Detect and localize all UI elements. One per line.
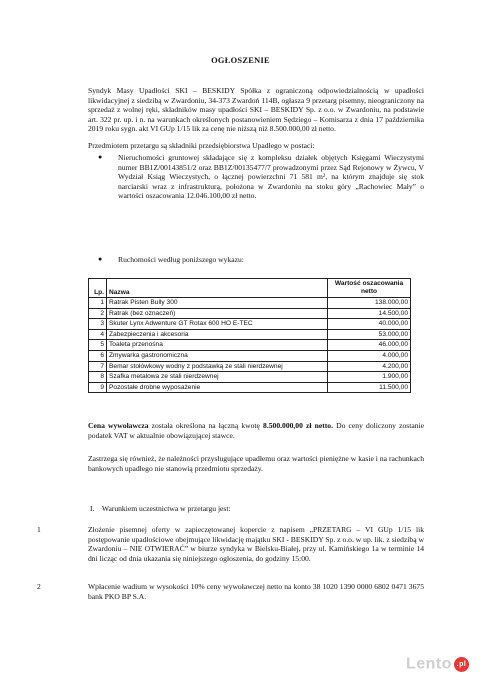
header-name: Nazwa [107, 279, 328, 298]
document-title: OGŁOSZENIE [211, 56, 270, 65]
row-name: Szafka metalowa ze stali nierdzewnej [107, 372, 328, 383]
table-row [89, 361, 411, 372]
bullet-text: Nieruchomości gruntowej składające się z kompleksu działek objętych Księgami Wieczystymi numer BB1Z/00143851/2 oraz BB1Z/00135477/7 prowadzonymi przez Sąd Rejonowy w Żywcu, V Wydział Ksiąg Wieczystych, o łącznej powierzchni 71 581 m², na którym znajduje się stok narciarski wraz z infrastrukturą, położona w Zwardoniu na stoku góry „Rachowiec Mały” o wartości oszacowania 12.046.100,00 zł netto. [118, 153, 424, 201]
table-row [89, 329, 411, 340]
header-lp: Lp. [89, 279, 107, 298]
row-lp: 8 [89, 372, 107, 383]
row-lp: 1 [89, 298, 107, 309]
row-value: 53.000,00 [328, 329, 411, 340]
condition-number: 2 [37, 582, 41, 591]
price-paragraph [88, 421, 424, 440]
price-amount: 8.500.000,00 zł netto. [263, 421, 333, 430]
bullet-movables [98, 255, 424, 265]
price-tail: Do ceny doliczony zostanie podatek VAT w aktualnie obowiązującej stawce. [88, 421, 424, 440]
row-name: Ratrak (bez oznaczeń) [107, 308, 328, 319]
condition-text: Złożenie pisemnej oferty w zapieczętowanej kopercie z napisem „PRZETARG – VI GUp 1/15 lik postępowanie upadłościowe obejmujące likwidację majątku SKI - BESKIDY Sp. z o.o. w up. lik. z siedzibą w Zwardoniu – NIE OTWIERAĆ” w biurze syndyka w Bielsku-Białej, przy ul. Kamińskiego 1a w terminie 14 dni licząc od dnia ukazania się niniejszego ogłoszenia, do godziny 15:00. [88, 525, 424, 563]
row-name: Zabezpieczenia i akcesoria [107, 329, 328, 340]
price-text: została określona na łączną kwotę [148, 421, 264, 430]
table-row [89, 350, 411, 361]
row-name: Toaleta przenośna [107, 340, 328, 351]
table-row [89, 308, 411, 319]
table-row [89, 372, 411, 383]
row-name: Bemar stołówkowy wodny z podstawką ze stali nierdzewnej [107, 361, 328, 372]
table-row [89, 340, 411, 351]
logo-pl-badge: .pl [454, 657, 469, 672]
row-value: 46.000,00 [328, 340, 411, 351]
table-row [89, 382, 411, 393]
row-name: Ratrak Pisten Bully 300 [107, 298, 328, 309]
reserve-paragraph: Zastrzega się również, że należności przysługujące upadłemu oraz wartości pieniężne w kasie i na rachunkach bankowych upadłego nie stanowią przedmiotu sprzedaży. [88, 454, 424, 473]
subject-paragraph: Przedmiotem przetargu są składniki przedsiębiorstwa Upadłego w postaci: [88, 141, 315, 150]
row-lp: 5 [89, 340, 107, 351]
table-row [89, 298, 411, 309]
movables-table [88, 278, 411, 393]
section-heading: I. Warunkiem uczestnictwa w przetargu jest: [90, 504, 231, 513]
intro-paragraph: Syndyk Masy Upadłości SKI – BESKIDY Spółka z ograniczoną odpowiedzialnością w upadłości likwidacyjnej z siedzibą w Zwardoniu, 34-373 Zwardoń 114B, ogłasza 9 przetarg pisemny, nieograniczony na sprzedaż z wolnej ręki, składników masy upadłości SKI – BESKIDY Sp. z o.o. w Zwardoniu, na podstawie art. 322 pr. up. i n. na warunkach określonych postanowieniem Sędziego – Komisarza z dnia 17 października 2019 roku sygn. akt VI GUp 1/15 lik za cenę nie niższą niż 8.500.000,00 zł netto. [88, 86, 424, 134]
row-name: Skuter Lynx Adwenture GT Rotax 600 HO E-TEC [107, 319, 328, 330]
row-value: 14.500,00 [328, 308, 411, 319]
row-lp: 7 [89, 361, 107, 372]
logo-brand: Lento [405, 655, 452, 673]
table-row [89, 319, 411, 330]
header-value: Wartość oszacowania netto [328, 279, 411, 298]
row-value: 40.000,00 [328, 319, 411, 330]
row-lp: 4 [89, 329, 107, 340]
condition-text: Wpłacenie wadium w wysokości 10% ceny wywoławczej netto na konto 38 1020 1390 0000 6802 0471 3675 bank PKO BP S.A. [88, 582, 424, 601]
row-name: Zmywarka gastronomiczna [107, 350, 328, 361]
bullet-real-estate [98, 153, 424, 201]
price-label: Cena wywoławcza [88, 421, 149, 430]
row-value: 138.000,00 [328, 298, 411, 309]
row-lp: 3 [89, 319, 107, 330]
condition-number: 1 [37, 525, 41, 534]
row-value: 4.200,00 [328, 361, 411, 372]
row-lp: 2 [89, 308, 107, 319]
bullet-text: Ruchomości według poniższego wykazu: [118, 255, 244, 264]
row-value: 4.000,00 [328, 350, 411, 361]
row-lp: 6 [89, 350, 107, 361]
table-header-row [89, 279, 411, 298]
bullet-icon: ● [98, 153, 103, 161]
row-name: Pozostałe drobne wyposażenie [107, 382, 328, 393]
lento-watermark-logo [406, 657, 469, 672]
row-value: 11.500,00 [328, 382, 411, 393]
row-lp: 9 [89, 382, 107, 393]
bullet-icon: ● [98, 255, 103, 263]
row-value: 1.900,00 [328, 372, 411, 383]
